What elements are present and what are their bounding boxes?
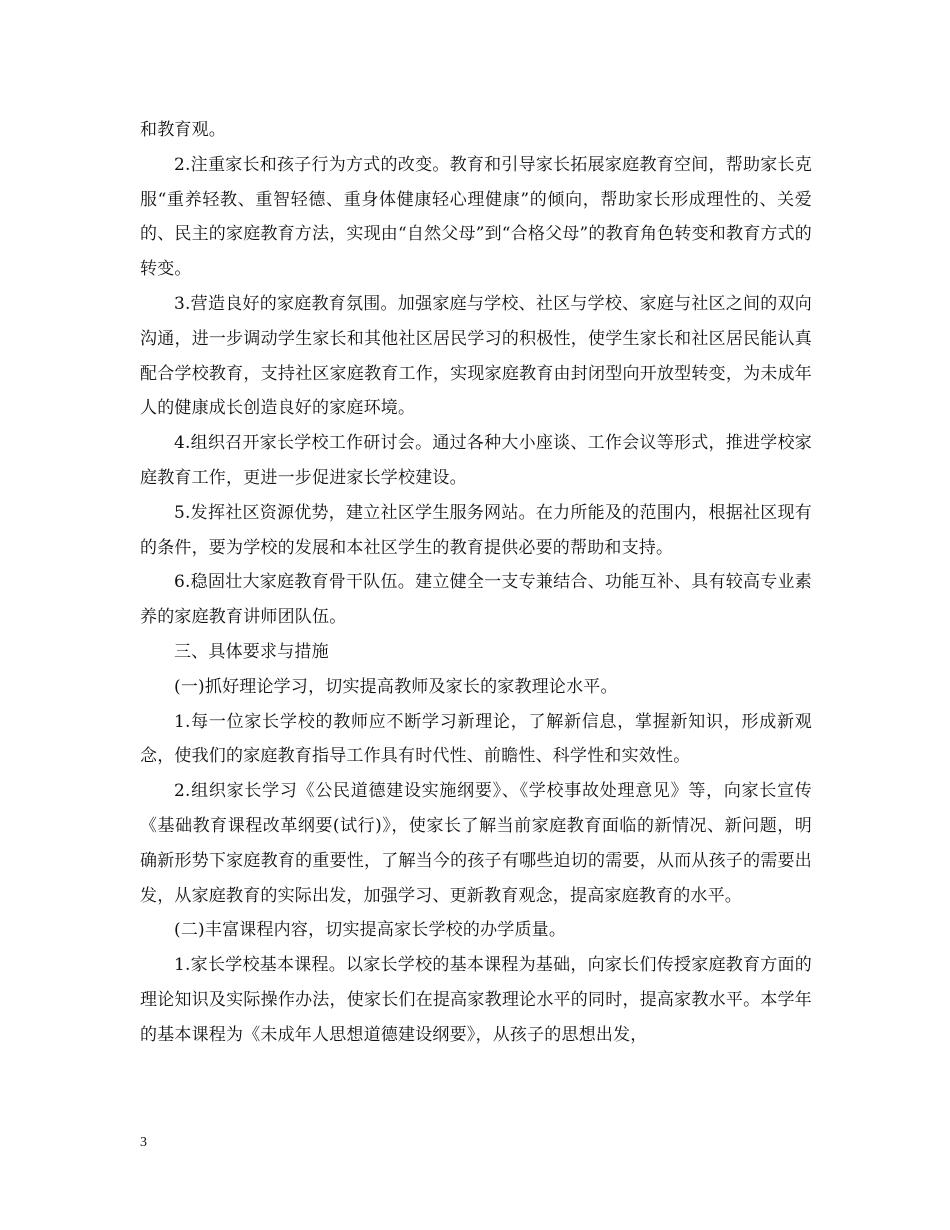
- paragraph-item-4-seminar: 4.组织召开家长学校工作研讨会。通过各种大小座谈、工作会议等形式，推进学校家庭教育工作，更进一步促进家长学校建设。: [140, 433, 812, 488]
- document-body: [140, 113, 812, 1053]
- section-heading-requirements: 三、具体要求与措施: [174, 641, 329, 662]
- paragraph-item-5-community: 5.发挥社区资源优势，建立社区学生服务网站。在力所能及的范围内，根据社区现有的条件，要为学校的发展和本社区学生的教育提供必要的帮助和支持。: [140, 502, 812, 558]
- paragraph-item-3-atmosphere: 3.营造良好的家庭教育氛围。加强家庭与学校、社区与学校、家庭与社区之间的双向沟通，进一步调动学生家长和其他社区居民学习的积极性，使学生家长和社区居民能认真配合学校教育，支持社区家庭教育工作，实现家庭教育由封闭型向开放型转变，为未成年人的健康成长创造良好的家庭环境。: [140, 293, 812, 419]
- paragraph-theory-item-1: 1.每一位家长学校的教师应不断学习新理论，了解新信息，掌握新知识，形成新观念，使我们的家庭教育指导工作具有时代性、前瞻性、科学性和实效性。: [140, 711, 812, 767]
- subsection-heading-curriculum: (二)丰富课程内容，切实提高家长学校的办学质量。: [174, 920, 567, 941]
- paragraph-item-2-behavior: 2.注重家长和孩子行为方式的改变。教育和引导家长拓展家庭教育空间，帮助家长克服“重养轻教、重智轻德、重身体健康轻心理健康”的倾向，帮助家长形成理性的、关爱的、民主的家庭教育方法，实现由“自然父母”到“合格父母”的教育角色转变和教育方式的转变。: [140, 154, 812, 280]
- paragraph-curriculum-item-1: 1.家长学校基本课程。以家长学校的基本课程为基础，向家长们传授家庭教育方面的理论知识及实际操作办法，使家长们在提高家教理论水平的同时，提高家教水平。本学年的基本课程为《未成年人思想道德建设纲要》，从孩子的思想出发，: [140, 955, 812, 1045]
- paragraph-continuation: 和教育观。: [140, 120, 226, 140]
- paragraph-item-6-team: 6.稳固壮大家庭教育骨干队伍。建立健全一支专兼结合、功能互补、具有较高专业素养的家庭教育讲师团队伍。: [140, 572, 812, 628]
- subsection-heading-theory: (一)抓好理论学习，切实提高教师及家长的家教理论水平。: [174, 676, 618, 697]
- page-number: 3: [140, 1135, 147, 1150]
- paragraph-theory-item-2: 2.组织家长学习《公民道德建设实施纲要》、《学校事故处理意见》等，向家长宣传《基础教育课程改革纲要(试行)》，使家长了解当前家庭教育面临的新情况、新问题，明确新形势下家庭教育的重要性，了解当今的孩子有哪些迫切的需要，从而从孩子的需要出发，从家庭教育的实际出发，加强学习、更新教育观念，提高家庭教育的水平。: [140, 781, 812, 906]
